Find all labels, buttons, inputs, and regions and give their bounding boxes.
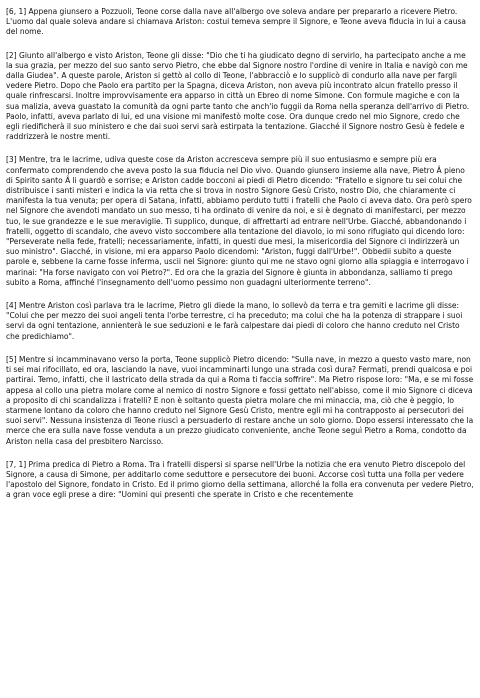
paragraph-6-1: [6, 1] Appena giunsero a Pozzuoli, Teone corse dalla nave all'albergo ove soleva andare per prepararlo a ricevere Pietro. L'uomo dal quale soleva andare si chiamava Ariston: costui temeva sempre il Signore, e Teone aveva fiducia in lui a causa del nome.	[6, 7, 466, 37]
paragraph-6-3: [3] Mentre, tra le lacrime, udiva queste cose da Ariston accresceva sempre più il suo entusiasmo e sempre più era confermato comprendendo che aveva posto la sua fiducia nel Dio vivo. Quando giunsero insieme alla nave, Pietro Â pieno di Spirito santo Â li guardò e sorrise; e Ariston cadde bocconi ai piedi di Pietro dicendo: "Fratello e signore tu sei colui che distribuisce i santi misteri e indica la via retta che si trova in nostro Signore Gesù Cristo, nostro Dio, che chiaramente ci manifesta la tua venuta; per opera di Satana, infatti, abbiamo perduto tutti i fratelli che Paolo ci aveva dato. Ora però spero nel Signore che avendoti mandato un suo messo, ti ha ordinato di venire da noi, e si è degnato di manifestarci, per mezzo tuo, le sue grandezze e le sue meraviglie. Ti supplico, dunque, di affrettarti ad entrare nell'Urbe. Giacché, abbandonando i fratelli, oggetto di scandalo, che avevo visto soccombere alla tentazione del diavolo, io mi sono rifugiato qui dicendo loro: "Perseverate nella fede, fratelli; necessariamente, infatti, in questi due mesi, la misericordia del Signore ci indirizzerà un suo ministro". Giacché, in visione, mi era apparso Paolo dicendomi: "Ariston, fuggi dall'Urbe!". Obbedii subito a queste parole e, sebbene la carne fosse inferma, uscii nel Signore: giunto qui me ne stavo ogni giorno alla spiaggia e interrogavo i marinai: "Ha forse navigato con voi Pietro?". Ed ora che la grazia del Signore è giunta in abbondanza, salliamo ti prego subito a Roma, affinché l'insegnamento dell'uomo pessimo non guadagni ulteriormente terreno".	[6, 155, 472, 287]
paragraph-6-2: [2] Giunto all'albergo e visto Ariston, Teone gli disse: "Dio che ti ha giudicato degno di servirlo, ha partecipato anche a me la sua grazia, per mezzo del suo santo servo Pietro, che ebbe dal Signore nostro l'ordine di venire in Italia e navigò con me dalla Giudea". A queste parole, Ariston si gettò al collo di Teone, l'abbracciò e lo supplicò di condurlo alla nave per fargli vedere Pietro. Dopo che Paolo era partito per la Spagna, diceva Ariston, non aveva più incontrato alcun fratello presso il quale rinfrescarsi. Inoltre improvvisamente era apparso in città un Ebreo di nome Simone. Con formule magiche e con la sua malizia, aveva guastato la comunità da ogni parte tanto che anch'io fuggii da Roma nella speranza dell'arrivo di Pietro. Paolo, infatti, aveva parlato di lui, ed una visione mi manifestò molte cose. Ora dunque credo nel mio Signore, credo che egli riedificherà il suo ministero e che dai suoi servi sarà estirpata la tentazione. Giacché il Signore nostro Gesù è fedele e raddrizzerà le nostre menti.	[6, 50, 470, 142]
paragraph-6-5: [5] Mentre si incamminavano verso la porta, Teone supplicò Pietro dicendo: "Sulla nave, in mezzo a questo vasto mare, non ti sei mai rifocillato, ed ora, lasciando la nave, vuoi incamminarti lungo una strada così dura? Fermati, prendi qualcosa e poi partirai. Temo, infatti, che il lastricato della strada da qui a Roma ti faccia soffrire". Ma Pietro rispose loro: "Ma, e se mi fosse appesa al collo una pietra molare come al nemico di nostro Signore e fossi gettato nell'abisso, come il mio Signore ci diceva a proposito di chi scandalizza i fratelli? E non è soltanto questa pietra molare che mi minaccia, ma, ciò che è peggio, lo starmene lontano da coloro che hanno creduto nel Signore Gesù Cristo, mentre egli mi ha contrapposto ai persecutori dei suoi servi". Nessuna insistenza di Teone riuscì a persuaderlo di restare anche un solo giorno. Dopo essersi interessato che la merce che era sulla nave fosse venduta a un prezzo giudicato conveniente, anche Teone seguì Pietro a Roma, condotto da Ariston nella casa del presbitero Narcisso.	[6, 354, 474, 446]
paragraph-6-4: [4] Mentre Ariston così parlava tra le lacrime, Pietro gli diede la mano, lo sollevò da terra e tra gemiti e lacrime gli disse: "Colui che per mezzo dei suoi angeli tenta l'orbe terrestre, ci ha preceduto; ma colui che ha la potenza di strappare i suoi servi da ogni tentazione, annienterà le sue seduzioni e le farà calpestare dai piedi di coloro che hanno creduto nel Cristo che predichiamo".	[6, 301, 463, 341]
document-text	[6, 7, 474, 514]
paragraph-7-1: [7, 1] Prima predica di Pietro a Roma. Tra i fratelli dispersi si sparse nell'Urbe la notizia che era venuto Pietro discepolo del Signore, a causa di Simone, per additarlo come seduttore e persecutore dei buoni. Accorse così tutta una folla per vedere l'apostolo del Signore, fondato in Cristo. Ed il primo giorno della settimana, allorché la folla era convenuta per vedere Pietro, a gran voce egli prese a dire: "Uomini qui presenti che sperate in Cristo e che recentemente	[6, 459, 474, 500]
